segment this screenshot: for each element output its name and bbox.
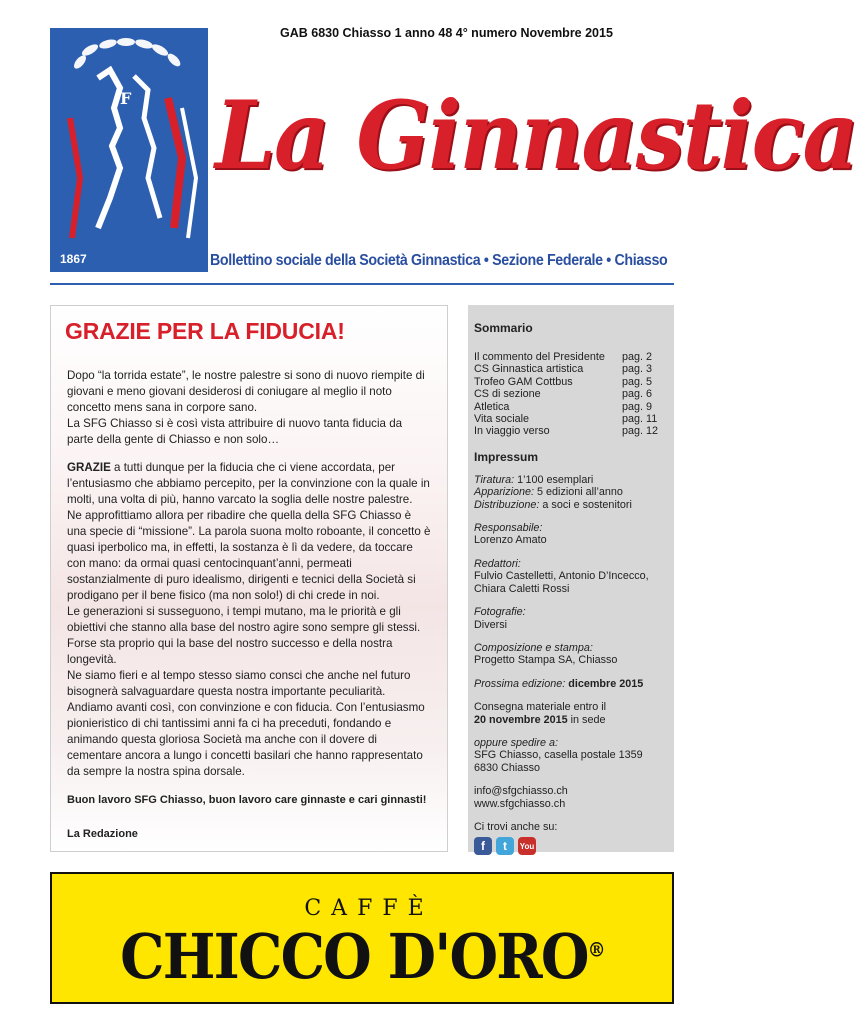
apparizione-value: 5 edizioni all’anno [534,486,623,499]
toc-title: Il commento del Presidente [474,351,605,363]
tiratura-label: Tiratura: [474,473,515,486]
article-title: GRAZIE PER LA FIDUCIA! [65,318,345,344]
distribuzione-value: a soci e sostenitori [539,498,632,511]
article-paragraph: La SFG Chiasso si è così vista attribuire di nuovo tanta fiducia da parte della gente di Chiasso e non solo… [67,417,403,446]
twitter-icon[interactable]: t [496,837,514,855]
toc-item[interactable] [474,413,668,425]
toc-title: CS Ginnastica artistica [474,363,584,376]
masthead-subtitle: Bollettino sociale della Società Ginnastica • Sezione Federale • Chiasso [210,252,668,269]
article-signature: La Redazione [67,828,138,840]
article-paragraph: Le generazioni si susseguono, i tempi mutano, ma le priorità e gli obiettivi che stanno alla base del nostro agire sono sempre gli stessi. Forse sta proprio qui la base del nostro successo e della nostra longevità. [67,605,421,666]
impressum-fotografie [474,606,668,631]
fotografie-label: Fotografie: [474,606,526,619]
oppure-label: oppure spedire a: [474,736,559,749]
redattori-value: Chiara Caletti Rossi [474,582,570,595]
impressum-heading: Impressum [474,449,539,464]
main-article [50,305,448,852]
impressum [474,474,668,856]
address-line: 6830 Chiasso [474,761,541,774]
website-link[interactable]: www.sfgchiasso.ch [474,797,566,810]
consegna-tail: in sede [567,713,606,726]
logo-year: 1867 [60,252,87,266]
address-line: SFG Chiasso, casella postale 1359 [474,749,643,762]
lead-word: GRAZIE [67,461,111,474]
impressum-redattori [474,558,668,595]
ad-brand-text: CHICCO D'ORO [120,920,588,993]
logo-figure [50,28,208,272]
toc-title: Vita sociale [474,413,530,426]
sommario-heading: Sommario [474,321,533,335]
toc-page: pag. 9 [622,400,653,413]
fotografie-value: Diversi [474,618,507,631]
email-link[interactable]: info@sfgchiasso.ch [474,785,568,798]
impressum-contacts [474,785,668,810]
toc-title: Atletica [474,400,510,413]
consegna-date: 20 novembre 2015 [474,713,568,726]
prossima-label: Prossima edizione: [474,677,566,690]
advertisement-banner[interactable] [50,872,674,1004]
table-of-contents [474,351,668,438]
article-text: a tutti dunque per la fiducia che ci viene accordata, per l’entusiasmo che abbiamo percepito, per la convinzione con la quale in molti, una volta di più, hanno varcato la soglia delle nostre palestre. [67,461,430,506]
impressum-address [474,737,668,774]
impressum-composizione [474,642,668,667]
toc-item[interactable] [474,388,668,400]
apparizione-label: Apparizione: [474,486,535,499]
article-closing: Buon lavoro SFG Chiasso, buon lavoro care ginnaste e cari ginnasti! [67,794,427,806]
toc-item[interactable] [474,363,668,375]
issue-line: GAB 6830 Chiasso 1 anno 48 4° numero Novembre 2015 [280,26,613,40]
article-paragraph: Ne approfittiamo allora per ribadire che quella della SFG Chiasso è una specie di “missione”. La parola suona molto roboante, il concetto è quasi iperbolico ma, in effetti, la sostanza è lì da vedere, da toccare con mano: da ormai quasi centocinquant’anni, permeati sostanzialmente di puro idealismo, dirigenti e tecnici della Società si prodigano per il bene fisico (ma non solo!) di chi crede in noi. [67,509,431,602]
toc-page: pag. 6 [622,388,653,401]
impressum-responsabile [474,522,668,547]
toc-page: pag. 11 [622,413,658,426]
sidebar [468,305,674,852]
redattori-label: Redattori: [474,557,521,570]
toc-page: pag. 2 [622,351,653,363]
article-paragraph: Andiamo avanti così, con convinzione e con fiducia. Con l’entusiasmo pionieristico di chi tantissimi anni fa ci ha preceduti, fondando e animando questa gloriosa Società ma anche con il dovere di cementare ancora a lungo i concetti basilari che hanno rappresentato da sempre la nostra spina dorsale. [67,701,425,778]
toc-item[interactable] [474,425,668,437]
registered-icon: ® [587,937,604,962]
facebook-icon[interactable]: f [474,837,492,855]
consegna-text: Consegna materiale entro il [474,701,607,714]
article-paragraph: Ne siamo fieri e al tempo stesso siamo consci che anche nel futuro bisognerà salvaguardare questa nostra importante peculiarità. [67,669,411,698]
impressum-consegna [474,701,668,726]
header-divider [50,283,674,285]
tiratura-value: 1’100 esemplari [514,473,594,486]
ad-caffe-text: CAFFÈ [304,896,434,921]
responsabile-label: Responsabile: [474,522,543,535]
distribuzione-label: Distribuzione: [474,498,540,511]
toc-page: pag. 3 [622,363,653,376]
toc-item[interactable] [474,376,668,388]
toc-page: pag. 12 [622,425,659,438]
article-paragraph [67,460,431,508]
youtube-icon[interactable]: You [518,837,536,855]
impressum-prossima [474,678,668,690]
composizione-label: Composizione e stampa: [474,641,593,654]
impressum-print-info [474,474,668,511]
masthead-title: La Ginnastica [215,81,857,191]
article-paragraph: Dopo “la torrida estate”, le nostre palestre si sono di nuovo riempite di giovani e meno giovani desiderosi di coniugare al meglio il noto concetto mens sana in corpore sano. [67,369,425,414]
ad-brand-logo [83,920,641,993]
social-label: Ci trovi anche su: [474,820,558,833]
toc-title: CS di sezione [474,388,541,401]
toc-title: In viaggio verso [474,425,550,438]
responsabile-value: Lorenzo Amato [474,534,547,547]
toc-item[interactable] [474,401,668,413]
toc-item[interactable] [474,351,668,363]
social-icons [474,837,668,855]
laurel-head-icon [50,28,208,272]
toc-page: pag. 5 [622,375,653,388]
prossima-value: dicembre 2015 [568,677,644,690]
article-body [67,368,431,842]
composizione-value: Progetto Stampa SA, Chiasso [474,654,618,667]
toc-title: Trofeo GAM Cottbus [474,375,573,388]
redattori-value: Fulvio Castelletti, Antonio D’Incecco, [474,570,649,583]
svg-text:F: F [120,89,132,108]
